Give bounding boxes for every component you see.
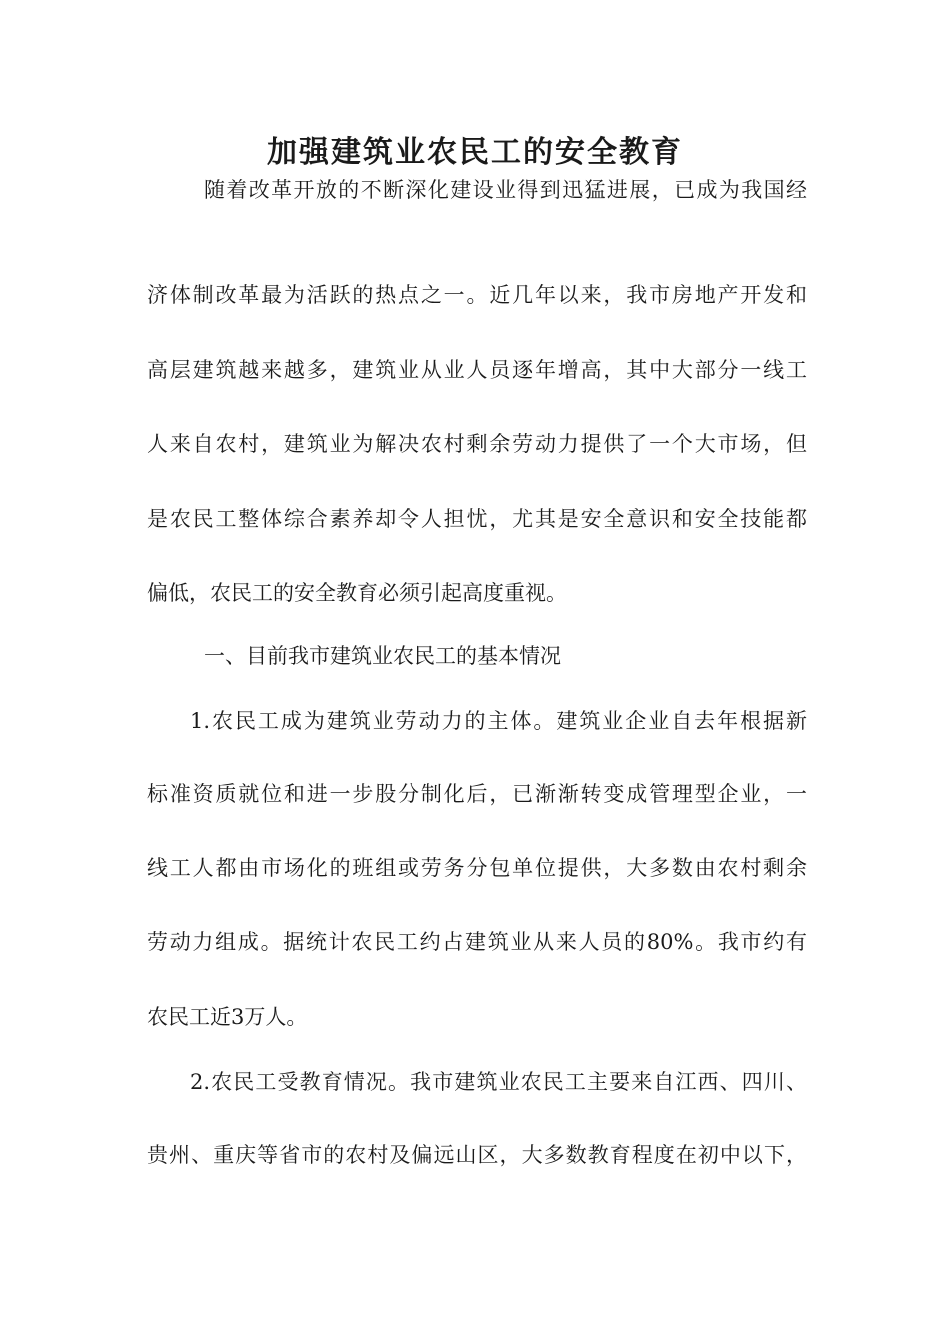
paragraph-line: 偏低，农民工的安全教育必须引起高度重视。	[147, 581, 567, 605]
paragraph-line: 人来自农村，建筑业为解决农村剩余劳动力提供了一个大市场，但	[147, 432, 807, 456]
section-heading: 一、目前我市建筑业农民工的基本情况	[204, 644, 561, 668]
paragraph-line: 标准资质就位和进一步股分制化后，已渐渐转变成管理型企业，一	[147, 782, 807, 806]
paragraph-line: 济体制改革最为活跃的热点之一。近几年以来，我市房地产开发和	[147, 283, 807, 307]
paragraph-line: 高层建筑越来越多，建筑业从业人员逐年增高，其中大部分一线工	[147, 358, 807, 382]
paragraph-line: 1.农民工成为建筑业劳动力的主体。建筑业企业自去年根据新	[190, 709, 807, 733]
paragraph-line: 随着改革开放的不断深化建设业得到迅猛进展，已成为我国经	[204, 178, 807, 202]
paragraph-line: 线工人都由市场化的班组或劳务分包单位提供，大多数由农村剩余	[147, 856, 807, 880]
document-title: 加强建筑业农民工的安全教育	[267, 135, 683, 170]
paragraph-line: 是农民工整体综合素养却令人担忧，尤其是安全意识和安全技能都	[147, 507, 807, 531]
paragraph-line: 贵州、重庆等省市的农村及偏远山区，大多数教育程度在初中以下，	[147, 1143, 807, 1167]
paragraph-line: 2.农民工受教育情况。我市建筑业农民工主要来自江西、四川、	[190, 1070, 807, 1094]
paragraph-line: 劳动力组成。据统计农民工约占建筑业从来人员的80%。我市约有	[147, 930, 807, 954]
paragraph-line: 农民工近3万人。	[147, 1005, 308, 1029]
